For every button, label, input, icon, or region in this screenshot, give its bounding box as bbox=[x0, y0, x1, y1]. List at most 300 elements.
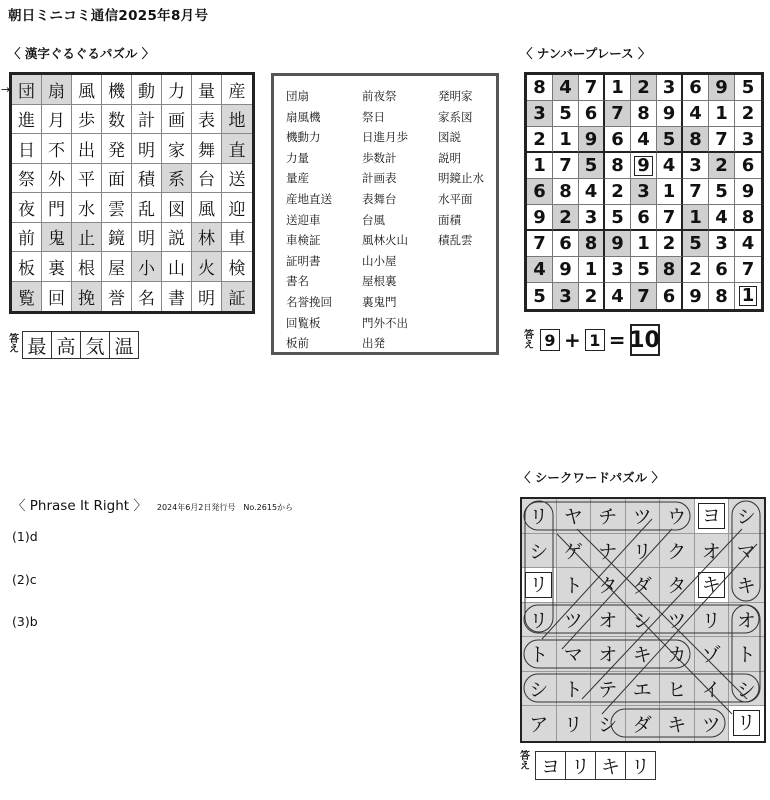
remaining-letter-cell bbox=[729, 706, 764, 741]
kanji-cell: 根 bbox=[72, 252, 102, 282]
digit: 5 bbox=[533, 285, 546, 307]
word-list-item: 発明家 bbox=[438, 89, 473, 103]
word-list-item: 家系図 bbox=[438, 109, 473, 124]
letter-cell bbox=[522, 534, 557, 569]
number-cell bbox=[605, 127, 631, 153]
digit: 6 bbox=[611, 128, 624, 150]
kanji-cell: 祭 bbox=[12, 164, 42, 194]
kanji-cell: 明 bbox=[132, 223, 162, 253]
letter: リ bbox=[529, 506, 549, 529]
number-cell bbox=[657, 101, 683, 127]
letter: オ bbox=[598, 609, 618, 632]
number-cell bbox=[605, 101, 631, 127]
remaining-letter-cell bbox=[695, 499, 730, 534]
letter-cell bbox=[660, 706, 695, 741]
digit: 7 bbox=[689, 181, 702, 202]
digit: 6 bbox=[689, 77, 702, 98]
equals-sign: = bbox=[608, 328, 626, 352]
word-list-item: 明鏡止水 bbox=[438, 171, 484, 186]
letter-cell bbox=[660, 603, 695, 638]
letter-cell bbox=[660, 568, 695, 603]
digit: 2 bbox=[741, 103, 755, 124]
number-cell bbox=[553, 179, 579, 205]
letter-cell bbox=[626, 637, 661, 672]
letter: ト bbox=[736, 644, 756, 667]
kanji-cell: 歩 bbox=[72, 105, 102, 135]
digit: 6 bbox=[715, 259, 728, 280]
letter: リ bbox=[529, 609, 549, 632]
digit: 1 bbox=[637, 233, 650, 254]
kanji-cell: 日 bbox=[12, 134, 42, 164]
letter: ダ bbox=[632, 575, 652, 598]
letter: テ bbox=[598, 678, 618, 701]
kanji-cell: 力 bbox=[162, 75, 192, 105]
number-place-grid bbox=[524, 72, 764, 312]
kanji-cell: 鏡 bbox=[102, 223, 132, 253]
letter-cell bbox=[557, 637, 592, 672]
number-cell bbox=[683, 231, 709, 257]
digit: 1 bbox=[715, 103, 728, 124]
digit: 8 bbox=[715, 285, 728, 307]
number-cell bbox=[657, 283, 683, 309]
number-cell bbox=[527, 153, 553, 179]
kanji-cell: 明 bbox=[132, 134, 162, 164]
digit: 7 bbox=[637, 285, 650, 307]
marked-digit: 1 bbox=[739, 286, 758, 306]
answer-char: 気 bbox=[81, 332, 110, 358]
word-list-item: 産地直送 bbox=[286, 191, 332, 206]
kanji-answer-box bbox=[22, 331, 139, 359]
letter: リ bbox=[525, 572, 552, 598]
number-cell bbox=[657, 205, 683, 231]
kanji-cell: 家 bbox=[162, 134, 192, 164]
word-list-item: 力量 bbox=[286, 150, 309, 165]
kanji-cell: 動 bbox=[132, 75, 162, 105]
letter: キ bbox=[632, 644, 652, 667]
digit: 8 bbox=[689, 128, 702, 150]
digit: 2 bbox=[715, 155, 728, 176]
digit: 8 bbox=[637, 103, 650, 124]
letter-cell bbox=[695, 534, 730, 569]
letter-cell bbox=[729, 534, 764, 569]
word-list-item: 水平面 bbox=[438, 191, 473, 206]
kanji-cell: 止 bbox=[72, 223, 102, 253]
digit: 3 bbox=[715, 233, 728, 254]
answer-digit-a: 9 bbox=[540, 329, 560, 351]
digit: 3 bbox=[741, 128, 755, 150]
answer-result: 10 bbox=[630, 324, 660, 356]
letter: ナ bbox=[598, 540, 618, 563]
letter-cell bbox=[591, 706, 626, 741]
answer-digit-b: 1 bbox=[585, 329, 605, 351]
number-cell bbox=[631, 205, 657, 231]
digit: 1 bbox=[533, 155, 546, 176]
letter: ヤ bbox=[563, 506, 583, 529]
letter-cell bbox=[626, 603, 661, 638]
letter: オ bbox=[701, 540, 721, 563]
letter: リ bbox=[632, 540, 652, 563]
word-list-item: 説明 bbox=[438, 150, 461, 165]
digit: 6 bbox=[533, 181, 546, 202]
word-list-item: 山小屋 bbox=[362, 253, 397, 268]
letter: オ bbox=[598, 644, 618, 667]
digit: 5 bbox=[662, 128, 676, 150]
letter-cell bbox=[591, 603, 626, 638]
remaining-letter-cell bbox=[522, 568, 557, 603]
letter-cell bbox=[695, 637, 730, 672]
letter-cell bbox=[695, 672, 730, 707]
number-cell bbox=[657, 127, 683, 153]
number-cell bbox=[579, 101, 605, 127]
number-cell bbox=[579, 257, 605, 283]
letter-cell bbox=[660, 637, 695, 672]
digit: 9 bbox=[559, 259, 572, 280]
digit: 5 bbox=[584, 155, 598, 176]
number-cell bbox=[579, 231, 605, 257]
number-cell bbox=[709, 283, 735, 309]
number-cell bbox=[735, 101, 761, 127]
kanji-cell: 明 bbox=[192, 282, 222, 312]
number-cell bbox=[709, 179, 735, 205]
digit: 8 bbox=[611, 155, 624, 176]
letter: ダ bbox=[632, 713, 652, 736]
number-cell bbox=[735, 283, 761, 309]
letter-cell bbox=[626, 534, 661, 569]
number-cell bbox=[631, 231, 657, 257]
kanji-cell: 回 bbox=[42, 282, 72, 312]
answer-label: 答え bbox=[520, 751, 530, 772]
digit: 6 bbox=[741, 155, 755, 176]
word-list-item: 面積 bbox=[438, 212, 461, 227]
word-list-item: 屋根裏 bbox=[362, 274, 397, 289]
digit: 1 bbox=[584, 259, 598, 280]
letter: ア bbox=[529, 713, 549, 736]
number-cell bbox=[683, 179, 709, 205]
digit: 7 bbox=[533, 233, 546, 254]
page-title: 朝日ミニコミ通信2025年8月号 bbox=[8, 8, 209, 24]
kanji-cell: 台 bbox=[192, 164, 222, 194]
letter-cell bbox=[557, 499, 592, 534]
letter-cell bbox=[660, 499, 695, 534]
kanji-cell: 雲 bbox=[102, 193, 132, 223]
letter-cell bbox=[591, 499, 626, 534]
digit: 8 bbox=[662, 259, 676, 280]
letter-cell bbox=[626, 499, 661, 534]
remaining-letter-cell bbox=[695, 568, 730, 603]
digit: 5 bbox=[741, 77, 755, 98]
number-place-answer bbox=[540, 324, 660, 356]
digit: 4 bbox=[637, 128, 650, 150]
digit: 9 bbox=[715, 77, 728, 98]
kanji-puzzle-title: 〈 漢字ぐるぐるパズル 〉 bbox=[8, 46, 155, 61]
word-list-box bbox=[271, 73, 499, 355]
kanji-cell: 火 bbox=[192, 252, 222, 282]
number-cell bbox=[657, 75, 683, 101]
kanji-cell: 積 bbox=[132, 164, 162, 194]
letter-cell bbox=[729, 672, 764, 707]
number-cell bbox=[579, 205, 605, 231]
answer-char: 高 bbox=[52, 332, 81, 358]
number-cell bbox=[605, 153, 631, 179]
letter: カ bbox=[667, 644, 687, 667]
number-cell bbox=[527, 75, 553, 101]
digit: 7 bbox=[715, 128, 728, 150]
digit: 4 bbox=[715, 206, 728, 228]
digit: 9 bbox=[741, 181, 755, 202]
letter-cell bbox=[729, 637, 764, 672]
kanji-cell: 誉 bbox=[102, 282, 132, 312]
letter: ク bbox=[667, 540, 687, 563]
kanji-cell: 送 bbox=[222, 164, 252, 194]
answer-char: リ bbox=[630, 756, 650, 778]
number-cell bbox=[605, 231, 631, 257]
kanji-cell: 前 bbox=[12, 223, 42, 253]
digit: 2 bbox=[689, 259, 702, 280]
word-list-item: 証明書 bbox=[286, 253, 321, 268]
plus-sign: + bbox=[564, 328, 581, 352]
kanji-cell: 表 bbox=[192, 105, 222, 135]
digit: 4 bbox=[689, 103, 702, 124]
letter: シ bbox=[736, 678, 756, 701]
number-cell bbox=[735, 179, 761, 205]
kanji-cell: 平 bbox=[72, 164, 102, 194]
number-cell bbox=[683, 101, 709, 127]
phrase-it-right-note: 2024年6月2日発行号 No.2615から bbox=[156, 503, 294, 512]
letter: キ bbox=[667, 713, 687, 736]
word-list-item: 機動力 bbox=[286, 130, 321, 145]
kanji-cell: 車 bbox=[222, 223, 252, 253]
number-cell bbox=[709, 101, 735, 127]
phrase-answer-2: (2)c bbox=[12, 572, 37, 587]
number-cell bbox=[631, 75, 657, 101]
kanji-cell: 山 bbox=[162, 252, 192, 282]
number-cell bbox=[579, 153, 605, 179]
number-cell bbox=[527, 101, 553, 127]
word-list-item: 名誉挽回 bbox=[286, 294, 332, 309]
digit: 8 bbox=[741, 206, 755, 228]
letter-cell bbox=[557, 568, 592, 603]
word-list-item: 風林火山 bbox=[362, 233, 408, 248]
digit: 6 bbox=[637, 206, 650, 228]
number-cell bbox=[605, 179, 631, 205]
number-cell bbox=[735, 127, 761, 153]
digit: 2 bbox=[533, 128, 546, 150]
seek-word-grid bbox=[520, 497, 766, 743]
number-cell bbox=[553, 101, 579, 127]
letter: イ bbox=[701, 678, 721, 701]
answer-char: ヨ bbox=[536, 752, 566, 779]
number-cell bbox=[553, 153, 579, 179]
letter-cell bbox=[557, 672, 592, 707]
word-list-item: 送迎車 bbox=[286, 212, 321, 227]
digit: 4 bbox=[559, 77, 572, 98]
kanji-cell: 門 bbox=[42, 193, 72, 223]
kanji-cell: 水 bbox=[72, 193, 102, 223]
letter: マ bbox=[563, 644, 583, 667]
letter-cell bbox=[626, 672, 661, 707]
marked-digit: 9 bbox=[634, 156, 653, 176]
word-list-column-2 bbox=[362, 86, 408, 354]
letter-cell bbox=[729, 603, 764, 638]
number-cell bbox=[735, 231, 761, 257]
digit: 2 bbox=[584, 285, 598, 307]
number-cell bbox=[527, 283, 553, 309]
word-list-item: 門外不出 bbox=[362, 315, 408, 330]
digit: 6 bbox=[559, 233, 572, 254]
kanji-cell: 図 bbox=[162, 193, 192, 223]
letter: ヨ bbox=[698, 503, 725, 529]
seek-word-title: 〈 シークワードパズル 〉 bbox=[518, 470, 664, 485]
number-cell bbox=[657, 257, 683, 283]
digit: 5 bbox=[689, 233, 702, 254]
kanji-cell: 説 bbox=[162, 223, 192, 253]
digit: 3 bbox=[611, 259, 624, 280]
letter-cell bbox=[695, 706, 730, 741]
number-cell bbox=[527, 127, 553, 153]
phrase-it-right-heading bbox=[12, 494, 293, 514]
kanji-cell: 機 bbox=[102, 75, 132, 105]
letter: ヒ bbox=[667, 678, 687, 701]
digit: 7 bbox=[584, 77, 598, 98]
letter: シ bbox=[529, 678, 549, 701]
letter: ト bbox=[563, 575, 583, 598]
word-list-item: 積乱雲 bbox=[438, 233, 473, 248]
number-cell bbox=[605, 283, 631, 309]
kanji-cell: 林 bbox=[192, 223, 222, 253]
kanji-cell: 扇 bbox=[42, 75, 72, 105]
number-cell bbox=[735, 153, 761, 179]
kanji-cell: 産 bbox=[222, 75, 252, 105]
kanji-cell: 証 bbox=[222, 282, 252, 312]
kanji-cell: 書 bbox=[162, 282, 192, 312]
start-arrow-icon: → bbox=[1, 83, 11, 96]
kanji-cell: 量 bbox=[192, 75, 222, 105]
digit: 9 bbox=[533, 206, 546, 228]
letter: ゾ bbox=[701, 644, 721, 667]
digit: 9 bbox=[689, 285, 702, 307]
number-cell bbox=[579, 127, 605, 153]
digit: 6 bbox=[584, 103, 598, 124]
number-place-title: 〈 ナンバープレース 〉 bbox=[520, 46, 651, 61]
digit: 3 bbox=[662, 77, 676, 98]
number-cell bbox=[631, 153, 657, 179]
phrase-it-right-title: 〈 Phrase It Right 〉 bbox=[12, 498, 147, 514]
digit: 4 bbox=[662, 155, 676, 176]
letter: ツ bbox=[563, 609, 583, 632]
number-cell bbox=[735, 257, 761, 283]
digit: 7 bbox=[611, 103, 624, 124]
kanji-cell: 数 bbox=[102, 105, 132, 135]
digit: 4 bbox=[533, 259, 546, 280]
word-list-column-1 bbox=[286, 86, 332, 354]
digit: 2 bbox=[637, 77, 650, 98]
digit: 7 bbox=[741, 259, 755, 280]
number-cell bbox=[527, 257, 553, 283]
letter-cell bbox=[695, 603, 730, 638]
digit: 9 bbox=[611, 233, 624, 254]
kanji-cell: 舞 bbox=[192, 134, 222, 164]
kanji-cell: 検 bbox=[222, 252, 252, 282]
letter: マ bbox=[736, 540, 756, 563]
kanji-cell: 覧 bbox=[12, 282, 42, 312]
number-cell bbox=[709, 231, 735, 257]
kanji-cell: 風 bbox=[72, 75, 102, 105]
number-cell bbox=[553, 127, 579, 153]
digit: 4 bbox=[611, 285, 624, 307]
digit: 7 bbox=[662, 206, 676, 228]
number-cell bbox=[657, 153, 683, 179]
number-cell bbox=[527, 231, 553, 257]
digit: 1 bbox=[662, 181, 676, 202]
number-cell bbox=[631, 283, 657, 309]
number-cell bbox=[709, 127, 735, 153]
answer-char: キ bbox=[596, 752, 626, 779]
word-list-item: 前夜祭 bbox=[362, 89, 397, 103]
letter: キ bbox=[698, 572, 725, 598]
letter: シ bbox=[632, 609, 652, 632]
number-cell bbox=[527, 179, 553, 205]
letter: ツ bbox=[632, 506, 652, 529]
letter-cell bbox=[557, 706, 592, 741]
letter-cell bbox=[522, 706, 557, 741]
word-list-item: 車検証 bbox=[286, 233, 321, 248]
digit: 1 bbox=[689, 206, 702, 228]
kanji-cell: 鬼 bbox=[42, 223, 72, 253]
letter: シ bbox=[598, 713, 618, 736]
kanji-cell: 風 bbox=[192, 193, 222, 223]
number-cell bbox=[683, 127, 709, 153]
phrase-answer-1: (1)d bbox=[12, 529, 38, 544]
digit: 5 bbox=[559, 103, 572, 124]
word-list-item: 板前 bbox=[286, 336, 309, 351]
digit: 3 bbox=[637, 181, 650, 202]
digit: 8 bbox=[584, 233, 598, 254]
kanji-cell: 直 bbox=[222, 134, 252, 164]
number-cell bbox=[631, 257, 657, 283]
letter-cell bbox=[522, 637, 557, 672]
digit: 6 bbox=[662, 285, 676, 307]
letter: ト bbox=[529, 644, 549, 667]
number-cell bbox=[579, 179, 605, 205]
number-cell bbox=[735, 205, 761, 231]
digit: 5 bbox=[715, 181, 728, 202]
kanji-cell: 乱 bbox=[132, 193, 162, 223]
kanji-cell: 月 bbox=[42, 105, 72, 135]
number-cell bbox=[605, 257, 631, 283]
number-cell bbox=[709, 153, 735, 179]
answer-char: リ bbox=[566, 752, 596, 779]
kanji-cell: 系 bbox=[162, 164, 192, 194]
number-cell bbox=[683, 153, 709, 179]
digit: 9 bbox=[584, 128, 598, 150]
digit: 1 bbox=[559, 128, 572, 150]
letter: シ bbox=[529, 540, 549, 563]
number-cell bbox=[579, 283, 605, 309]
word-list-item: 祭日 bbox=[362, 109, 385, 124]
word-list-item: 裏鬼門 bbox=[362, 294, 397, 309]
digit: 3 bbox=[533, 103, 546, 124]
kanji-cell: 外 bbox=[42, 164, 72, 194]
answer-label: 答え bbox=[9, 334, 19, 355]
number-cell bbox=[709, 257, 735, 283]
kanji-answer bbox=[9, 331, 139, 359]
digit: 4 bbox=[741, 233, 755, 254]
digit: 7 bbox=[559, 155, 572, 176]
kanji-cell: 迎 bbox=[222, 193, 252, 223]
letter: リ bbox=[701, 609, 721, 632]
word-list-item: 表舞台 bbox=[362, 191, 397, 206]
letter-cell bbox=[729, 568, 764, 603]
